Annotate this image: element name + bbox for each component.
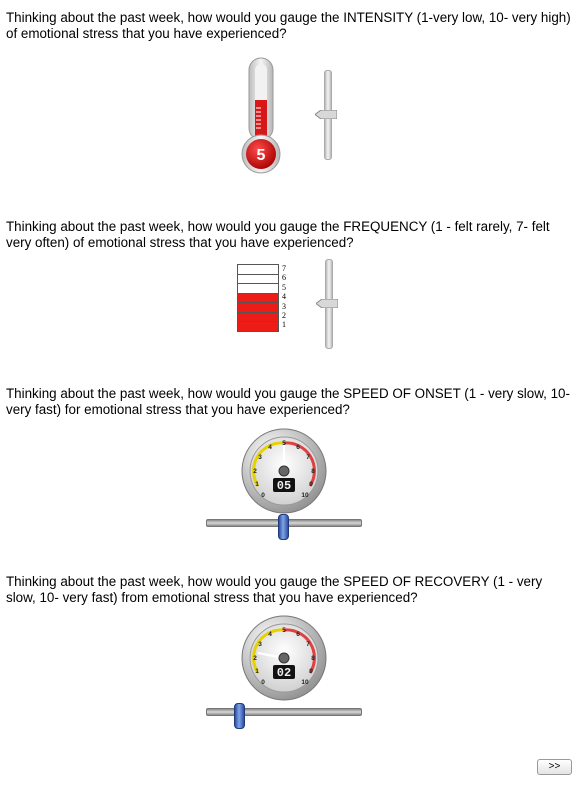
frequency-bar-stack [237, 265, 279, 332]
scale-label: 5 [282, 282, 286, 292]
scale-label: 4 [282, 292, 286, 302]
svg-text:8: 8 [311, 655, 315, 662]
svg-text:7: 7 [306, 454, 310, 461]
intensity-slider-thumb[interactable] [315, 110, 337, 119]
speed-of-recovery-slider-thumb[interactable] [234, 703, 245, 729]
svg-text:8: 8 [311, 468, 315, 475]
svg-text:6: 6 [296, 631, 300, 638]
svg-text:10: 10 [301, 492, 309, 499]
svg-text:1: 1 [255, 668, 259, 675]
svg-text:9: 9 [309, 668, 313, 675]
question-intensity: Thinking about the past week, how would you gauge the INTENSITY (1-very low, 10- very high) of emotional stress that you have experienced? [6, 10, 571, 41]
thermometer-value: 5 [256, 147, 266, 164]
scale-label: 1 [282, 320, 286, 330]
frequency-slider-thumb[interactable] [316, 299, 338, 308]
scale-label: 2 [282, 311, 286, 321]
next-button[interactable]: >> [537, 759, 572, 775]
svg-text:5: 5 [282, 627, 286, 634]
speed-of-onset-slider-thumb[interactable] [278, 514, 289, 540]
svg-text:4: 4 [268, 631, 272, 638]
gauge-display: 02 [276, 666, 292, 680]
svg-text:0: 0 [261, 679, 265, 686]
question-speed-of-recovery: Thinking about the past week, how would you gauge the SPEED OF RECOVERY (1 - very slow, 10- very fast) from emotional stress that you have experienced? [6, 574, 543, 605]
svg-text:2: 2 [253, 468, 257, 475]
svg-text:3: 3 [258, 641, 262, 648]
svg-text:10: 10 [301, 679, 309, 686]
question-frequency: Thinking about the past week, how would you gauge the FREQUENCY (1 - felt rarely, 7- felt very often) of emotional stress that you have experienced? [6, 219, 550, 250]
svg-text:3: 3 [258, 454, 262, 461]
svg-text:0: 0 [261, 492, 265, 499]
speed-of-recovery-gauge [241, 615, 327, 701]
scale-label: 7 [282, 264, 286, 273]
scale-label: 3 [282, 301, 286, 311]
speed-of-onset-gauge [241, 428, 327, 514]
thermometer-icon [236, 56, 286, 176]
svg-text:4: 4 [268, 444, 272, 451]
gauge-display: 05 [276, 479, 292, 493]
svg-text:1: 1 [255, 481, 259, 488]
svg-text:5: 5 [282, 440, 286, 447]
question-speed-of-onset: Thinking about the past week, how would you gauge the SPEED OF ONSET (1 - very slow, 10- very fast) for emotional stress that you have experienced? [6, 386, 570, 417]
speed-of-recovery-slider-track[interactable] [206, 708, 362, 716]
scale-label: 6 [282, 273, 286, 283]
frequency-bar-1 [237, 321, 279, 332]
svg-text:6: 6 [296, 444, 300, 451]
svg-text:9: 9 [309, 481, 313, 488]
svg-text:2: 2 [253, 655, 257, 662]
frequency-scale-labels [282, 264, 286, 330]
svg-text:7: 7 [306, 641, 310, 648]
